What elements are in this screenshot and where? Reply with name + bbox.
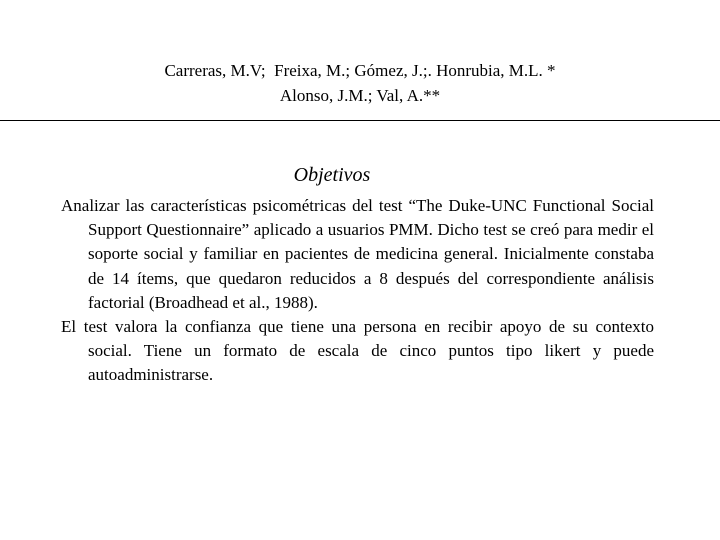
author-line-2: Alonso, J.M.; Val, A.** <box>279 86 441 105</box>
author-line-1: Carreras, M.V; Freixa, M.; Gómez, J.;. Honrubia, M.L. * <box>164 61 556 80</box>
paragraph: El test valora la confianza que tiene una persona en recibir apoyo de su contexto social. Tiene un formato de escala de cinco puntos tipo likert y puede autoadministrarse. <box>61 317 654 385</box>
paragraph: Analizar las características psicométricas del test “The Duke-UNC Functional Social Support Questionnaire” aplicado a usuarios PMM. Dicho test se creó para medir el soporte social y familiar en pacientes de medicina general. Inicialmente constaba de 14 ítems, que quedaron reducidos a 8 después del correspondiente análisis factorial (Broadhead et al., 1988). <box>61 196 654 312</box>
section-title: Objetivos <box>293 164 371 186</box>
header-divider <box>0 120 720 121</box>
section-body <box>61 194 654 388</box>
author-list <box>0 58 720 108</box>
